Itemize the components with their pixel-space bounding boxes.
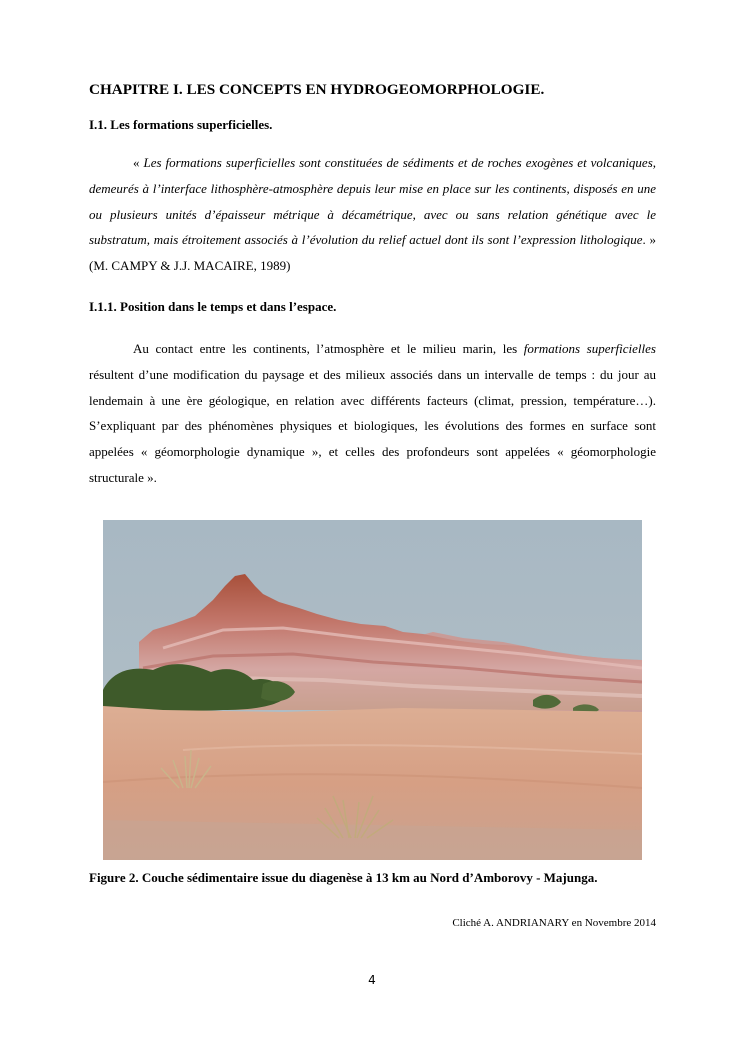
body-paragraph: [89, 336, 656, 491]
quote-text: Les formations superficielles sont constituées de sédiments et de roches exogènes et volcaniques, demeurés à l’interface lithosphère-atmosphère depuis leur mise en place sur les continents, disposés en une ou plusieurs unités d’épaisseur métrique à décamétrique, avec ou sans relation génétique avec le substratum, mais étroitement associés à l’évolution du relief actuel dont ils sont l’expression lithologique: [89, 155, 657, 248]
paragraph-text-end: résultent d’une modification du paysage et des milieux associés dans un intervalle de temps : du jour au lendemain à une ère géologique, en relation avec différents facteurs (climat, pression, température…). S’expliquant par des phénomènes physiques et biologiques, les évolutions des formes en surface sont appelées « géomorphologie dynamique », et celles des profondeurs sont appelées « géomorphologie structurale ».: [89, 366, 656, 485]
paragraph-italic-term: formations superficielles: [523, 341, 656, 356]
chapter-title: CHAPITRE I. LES CONCEPTS EN HYDROGEOMORPHOLOGIE.: [89, 81, 545, 98]
figure-caption: Figure 2. Couche sédimentaire issue du diagenèse à 13 km au Nord d’Amborovy - Majunga.: [89, 870, 598, 885]
definition-quote: [89, 150, 656, 279]
paragraph-text-start: Au contact entre les continents, l’atmosphère et le milieu marin, les: [133, 341, 524, 356]
section-title: I.1. Les formations superficielles.: [89, 117, 273, 132]
photo-credit: Cliché A. ANDRIANARY en Novembre 2014: [452, 917, 656, 929]
page-number: 4: [368, 973, 376, 987]
quote-open: «: [133, 155, 144, 170]
quote-citation: . » (M. CAMPY & J.J. MACAIRE, 1989): [89, 232, 657, 274]
subsection-title: I.1.1. Position dans le temps et dans l’espace.: [89, 299, 337, 314]
figure-photo: [103, 520, 642, 860]
